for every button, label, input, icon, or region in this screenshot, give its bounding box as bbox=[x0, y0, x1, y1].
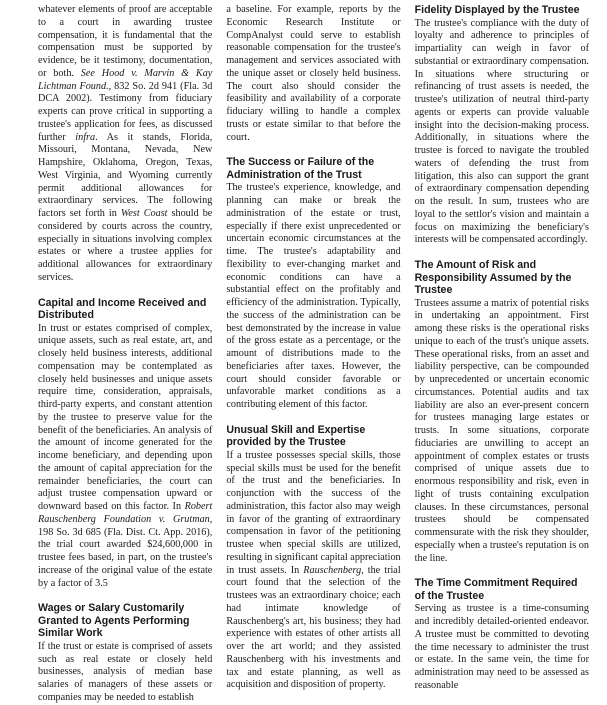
body-paragraph bbox=[415, 18, 589, 248]
italic-citation: Robert Rauschenberg Foundation v. Grutman bbox=[38, 501, 213, 525]
section-heading: The Success or Failure of the Administration of the Trust bbox=[226, 156, 375, 181]
text-run: Trustees assume a matrix of potential risks in undertaking an appointment. First among these risks is the operational risks unique to each of the trust's unique assets. These operational risks, from an asset and liability perspective, can be compounded by unprecedented or uncertain economic circumstances. Potential audits and tax liability are also an ever-present concern for trustees managing large estates or trusts. In some situations, corporate fiduciaries are unwilling to accept an appointment of complex estates or trusts comprised of unique assets due to enormous responsibility and risk, even in light of trusts containing exculpation clauses. In these circumstances, personal trustees should be compensated commensurate with the risk they shoulder, especially when a trustee's reputation is on the line. bbox=[414, 297, 589, 564]
body-paragraph bbox=[38, 323, 212, 591]
text-run: , 832 So. 2d 941 (Fla. 3d DCA 2002). Testimony from fiduciary experts can prove critical in supporting a trustee's application for fees, as discussed further bbox=[38, 80, 213, 143]
text-run: whatever elements of proof are acceptable to a court in awarding trustee compensation, it is fundamental that the compensation must be supported by evidence, be it testimony, documentation, or both. bbox=[38, 4, 213, 79]
section-heading: The Time Commitment Required of the Trustee bbox=[414, 577, 578, 602]
body-paragraph bbox=[226, 4, 400, 144]
italic-citation: infra bbox=[75, 131, 96, 143]
italic-citation: See Hood v. Marvin & Kay Lichtman Found. bbox=[38, 67, 213, 92]
body-paragraph bbox=[415, 603, 589, 692]
body-paragraph bbox=[226, 182, 400, 412]
text-run: should be considered by courts across the country, especially in situations involving complex estates or where a trustee applies for additional allowances for extraordinary services. bbox=[38, 208, 213, 283]
body-paragraph bbox=[415, 298, 589, 566]
body-paragraph bbox=[38, 641, 212, 705]
text-run: a baseline. For example, reports by the Economic Research Institute or CompAnalyst could serve to establish reasonable compensation for the trustee's management and services associated with the unique asset or closely held business. The court also should consider the feasibility and availability of a corporate fiduciary willing to handle a complex trusts or estate similar to that before the court. bbox=[226, 4, 401, 143]
text-run: Serving as trustee is a time-consuming and incredibly detailed-oriented endeavor. A trustee must be committed to devoting the time necessary to administer the trust or estate. In the same vein, the time for administration may need to be assessed as reasonable bbox=[414, 603, 589, 691]
section-heading: Capital and Income Received and Distributed bbox=[38, 296, 207, 321]
text-run: The trustee's compliance with the duty of loyalty and adherence to principles of impartiality can weigh in favor of substantial or extraordinary compensation. In situations where structuring or refinancing of trust assets is needed, the trustee's utilization of neutral third-party agents or experts can provide valuable insight into the decision-making process. Additionally, in situations where the trustee is forced to navigate the troubled waters of defending the trust from litigation, this also can support the grant of extraordinary compensation depending on the result. In sum, trustees who are loyal to the settlor's vision and maintain a focus on maximizing the beneficiary's interests will be compensated accordingly. bbox=[414, 17, 589, 246]
body-paragraph bbox=[226, 450, 400, 692]
text-column-2 bbox=[226, 4, 400, 700]
italic-citation: Rauschenberg bbox=[303, 564, 362, 576]
section-heading: Wages or Salary Customarily Granted to Agents Performing Similar Work bbox=[38, 602, 190, 640]
text-column-1 bbox=[38, 4, 213, 703]
section-heading: The Amount of Risk and Responsibility Assumed by the Trustee bbox=[414, 259, 572, 296]
text-run: , the trial court found that the selection of the trustees was an extraordinary choice; each had intimate knowledge of Rauschenberg's art, his business; they had experience with estates of other artists all over the art world; and they assisted Rauschenberg with his investments and tax and estate planning, as well as acquisition and disposition of property. bbox=[226, 564, 401, 691]
text-column-3 bbox=[415, 4, 589, 700]
section-heading: Fidelity Displayed by the Trustee bbox=[414, 4, 580, 16]
text-run: If the trust or estate is comprised of assets such as real estate or closely held businesses, analysis of median base salaries of managers of these assets or companies may be needed to establish bbox=[38, 640, 213, 703]
text-run: The trustee's experience, knowledge, and planning can make or break the administration of the estate or trust, especially if there exist unprecedented or uncertain economic circumstances at the time. The trustee's adaptability and flexibility to ever-changing market and economic conditions can have a substantial effect on the profitably and efficiency of the administration. Typically, the success of the administration can be best demonstrated by the increase in value of the gross estate as a percentage, or the amount of distributions made to the beneficiaries after taxes. However, the court should consider favorable or unfavorable market conditions as a contributing element of this factor. bbox=[226, 182, 401, 410]
text-run: . As it stands, Florida, Missouri, Montana, Nevada, New Hampshire, Oklahoma, Oregon, Texas, West Virginia, and Wyoming currently permit additional allowances for extraordinary services. The following factors set forth in bbox=[38, 131, 213, 219]
body-paragraph bbox=[38, 4, 212, 285]
text-run: If a trustee possesses special skills, those special skills must be used for the benefit of the trust and the beneficiaries. In conjunction with the success of the administration, this factor also may weigh in favor of the granting of extraordinary compensation in favor of the petitioning trustee when special skills are utilized, resulting in significant capital appreciation in trust assets. In bbox=[226, 449, 401, 576]
text-run: In trust or estates comprised of complex, unique assets, such as real estate, art, and closely held business interests, additional compensation may be contemplated as closely held businesses and unique assets require time, consideration, appraisals, third-party experts, and constant attention by the trustee to preserve value for the benefit of the beneficiaries. An analysis of the amount of income generated for the income beneficiary, and depending upon the amount of capital appreciation for the remainder beneficiaries, the court can adjust trustee compensation upward or downward based on this factor. In bbox=[38, 322, 213, 512]
text-run: , 198 So. 3d 685 (Fla. Dist. Ct. App. 2016), the trial court awarded $24,600,000 in trustee fees based, in part, on the trustee's increase of the original value of the estate by a factor of 3.5 bbox=[38, 513, 213, 589]
section-heading: Unusual Skill and Expertise provided by the Trustee bbox=[226, 423, 366, 449]
italic-citation: West Coast bbox=[120, 208, 168, 219]
